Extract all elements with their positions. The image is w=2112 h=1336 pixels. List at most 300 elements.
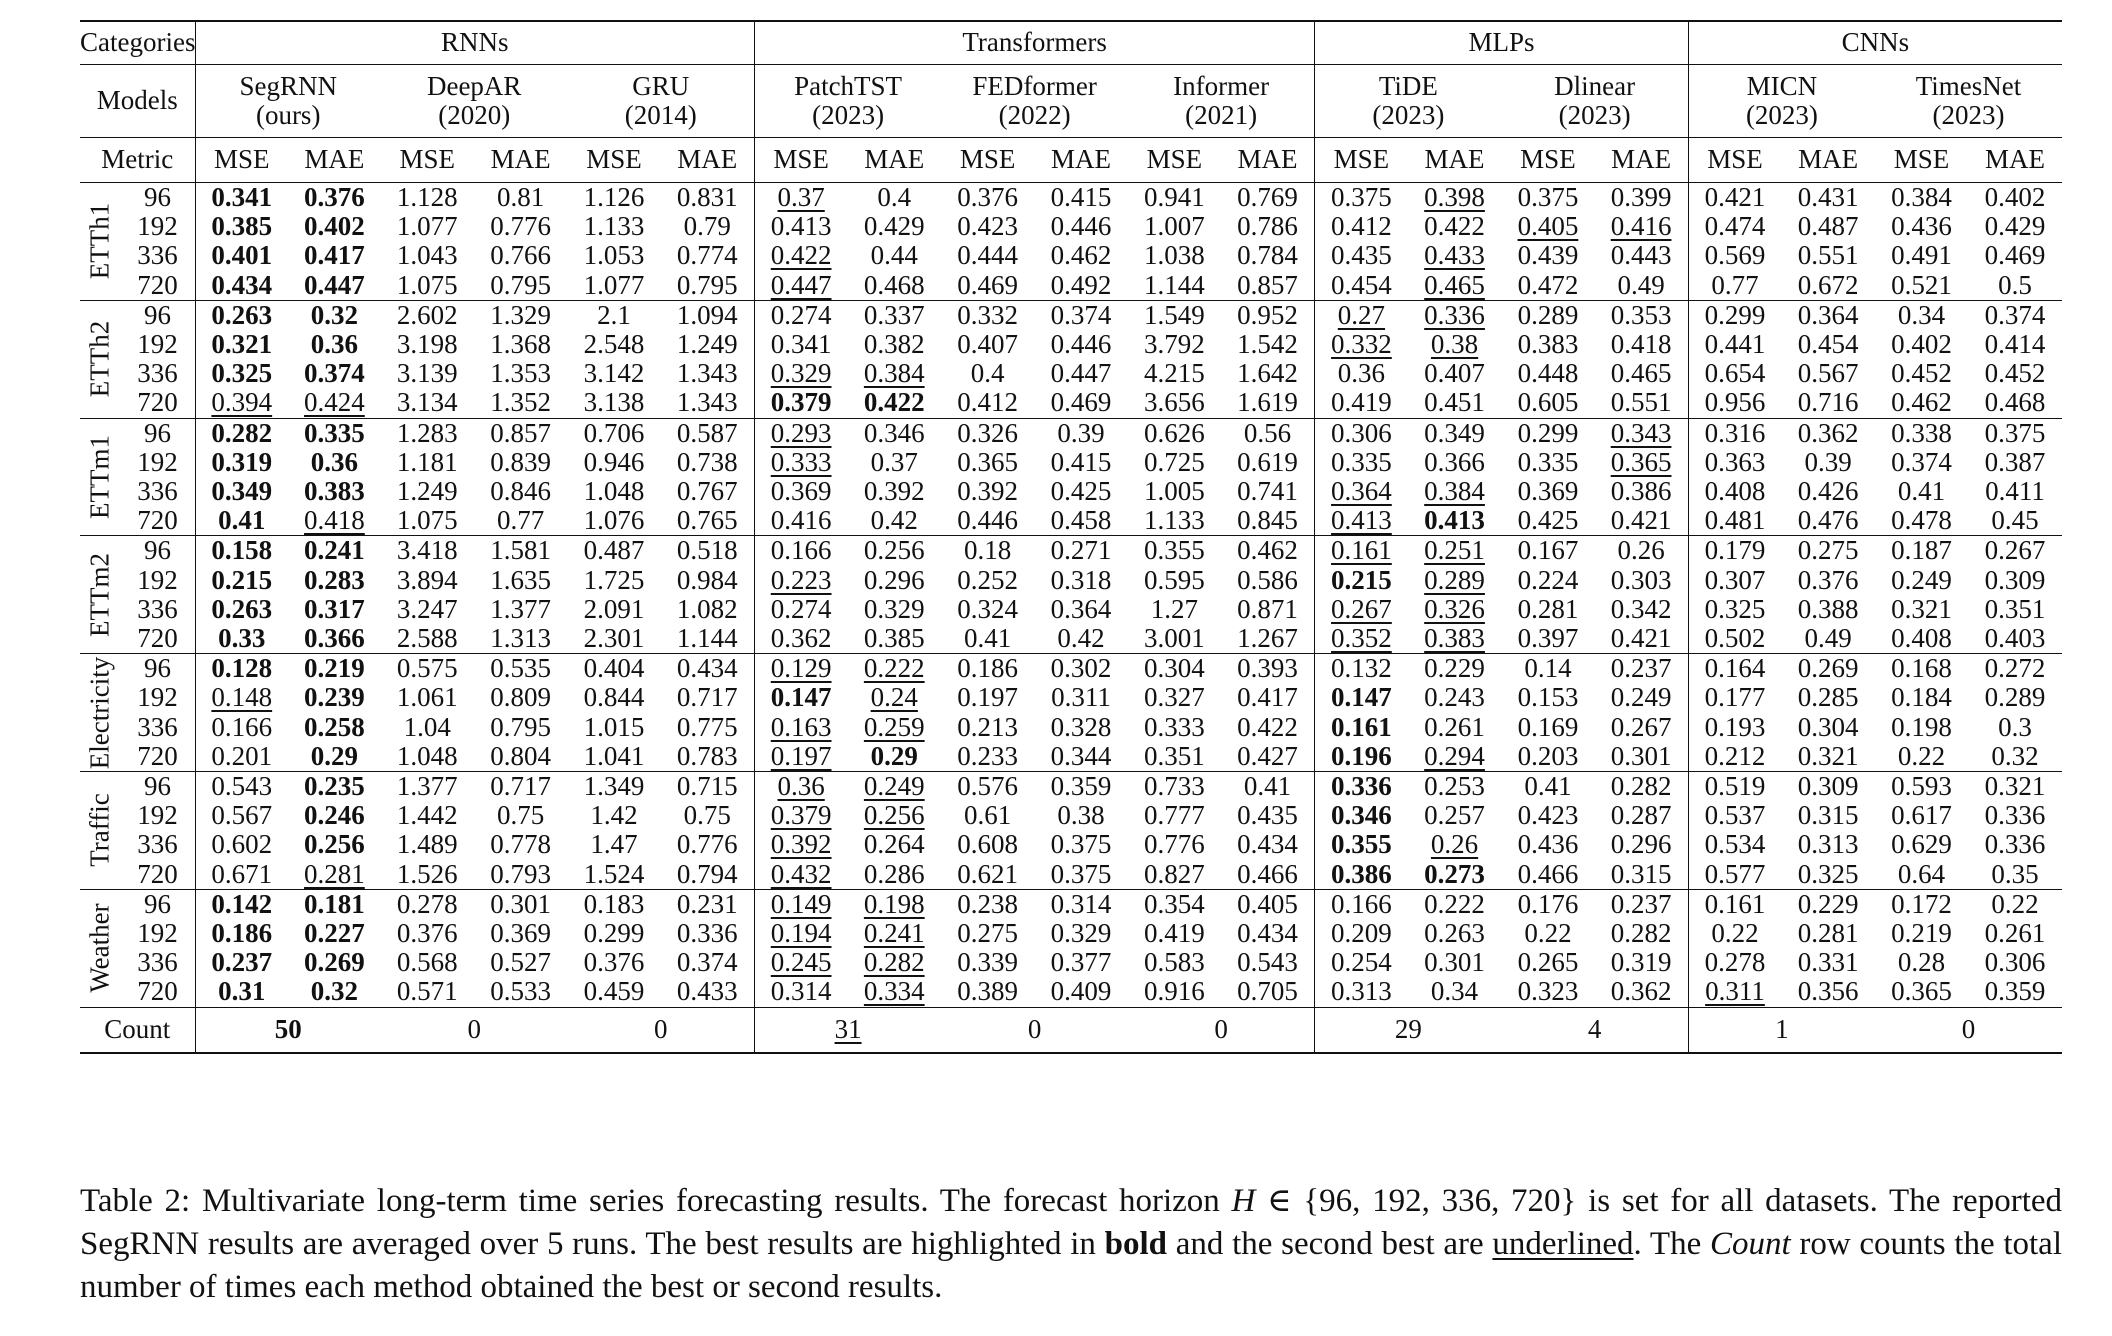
- cell-value: 0.332: [957, 299, 1019, 330]
- cell-value: 0.527: [490, 947, 552, 978]
- value-cell: [847, 772, 941, 802]
- value-cell: [1968, 801, 2062, 830]
- cell-value: 0: [467, 1014, 481, 1045]
- value-cell: [1034, 536, 1128, 566]
- category-header: MLPs: [1315, 21, 1689, 65]
- value-cell: [847, 683, 941, 712]
- value-cell: [1408, 772, 1502, 802]
- cell-value: 0.446: [1050, 211, 1112, 242]
- value-cell: [474, 977, 568, 1007]
- value-cell: [1875, 566, 1968, 595]
- cell-value: 0.462: [1050, 240, 1112, 271]
- value-cell: [1688, 183, 1781, 213]
- value-cell: [288, 536, 381, 566]
- count-label: Count: [80, 1007, 195, 1053]
- value-cell: [1034, 595, 1128, 624]
- value-cell: [1408, 801, 1502, 830]
- cell-value: 0.626: [1144, 417, 1205, 448]
- value-cell: [474, 506, 568, 536]
- value-cell: [1502, 241, 1595, 270]
- value-cell: [381, 772, 474, 802]
- cell-value: 0.374: [1891, 446, 1952, 477]
- value-cell: [754, 889, 847, 919]
- cell-value: 0.18: [964, 535, 1012, 566]
- cell-value: 0.392: [770, 829, 832, 860]
- cell-value: 0.28: [1897, 947, 1946, 978]
- cell-value: 0.229: [1424, 653, 1485, 684]
- horizon-cell: 192: [137, 800, 178, 831]
- model-year: (2022): [998, 100, 1071, 130]
- value-cell: [941, 241, 1034, 270]
- horizon-cell: 336: [137, 476, 178, 507]
- cell-value: 0.166: [770, 535, 832, 566]
- caption-text-5: row counts the total number of times each method obtained the best or second results.: [80, 1226, 2062, 1305]
- cell-value: 0: [1027, 1014, 1042, 1045]
- dataset-label: [80, 183, 120, 301]
- cell-value: 0.77: [497, 505, 545, 536]
- value-cell: [754, 448, 847, 477]
- value-cell: [474, 624, 568, 654]
- cell-value: 0.36: [777, 771, 825, 802]
- cell-value: 0.29: [310, 740, 359, 771]
- value-cell: [1128, 919, 1221, 948]
- value-cell: [1688, 388, 1781, 418]
- value-cell: [568, 683, 661, 712]
- value-cell: [1221, 713, 1315, 742]
- cell-value: 0.161: [1331, 711, 1392, 742]
- value-cell: [1875, 595, 1968, 624]
- value-cell: [474, 183, 568, 213]
- cell-value: 1.144: [676, 623, 738, 654]
- cell-value: 1.181: [396, 446, 458, 477]
- cell-value: 0.916: [1144, 976, 1205, 1007]
- cell-value: 0.249: [1610, 682, 1672, 713]
- value-cell: [1968, 183, 2062, 213]
- cell-value: 1.343: [676, 358, 738, 389]
- cell-value: 0.197: [770, 740, 832, 771]
- value-cell: [1968, 448, 2062, 477]
- cell-value: 0.568: [396, 947, 458, 978]
- cell-value: 0.34: [1897, 299, 1946, 330]
- value-cell: [1408, 595, 1502, 624]
- value-cell: [1315, 300, 1408, 330]
- cell-value: 0.75: [497, 800, 545, 831]
- cell-value: 0.375: [1517, 182, 1579, 212]
- value-cell: [754, 566, 847, 595]
- cell-value: 0.454: [1331, 269, 1392, 300]
- value-cell: [474, 830, 568, 859]
- value-cell: [1128, 330, 1221, 359]
- value-cell: [1875, 212, 1968, 241]
- value-cell: [1781, 977, 1875, 1007]
- value-cell: [754, 418, 847, 448]
- cell-value: 0.306: [1331, 417, 1392, 448]
- value-cell: [1221, 271, 1315, 301]
- cell-value: 3.418: [396, 535, 458, 566]
- cell-value: 0.422: [863, 387, 925, 418]
- cell-value: 0.871: [1237, 593, 1298, 624]
- value-cell: [1221, 624, 1315, 654]
- value-cell: [941, 860, 1034, 890]
- value-cell: [1034, 654, 1128, 684]
- cell-value: 0.177: [1704, 682, 1766, 713]
- value-cell: [1968, 477, 2062, 506]
- cell-value: 0.777: [1144, 800, 1205, 831]
- cell-value: 0.274: [770, 593, 832, 624]
- cell-value: 0.408: [1704, 476, 1766, 507]
- cell-value: 0.462: [1237, 535, 1298, 566]
- data-row: [80, 595, 2062, 624]
- value-cell: [288, 183, 381, 213]
- value-cell: [195, 624, 288, 654]
- data-row: [80, 212, 2062, 241]
- model-name: Informer: [1173, 70, 1270, 101]
- count-cell: [1315, 1007, 1502, 1053]
- cell-value: 1.133: [1144, 505, 1205, 536]
- value-cell: [1315, 271, 1408, 301]
- value-cell: [568, 271, 661, 301]
- data-row: [80, 566, 2062, 595]
- cell-value: 0.81: [497, 182, 545, 212]
- cell-value: 0.267: [1331, 593, 1392, 624]
- cell-value: 1.249: [676, 329, 738, 360]
- value-cell: [941, 448, 1034, 477]
- cell-value: 0.335: [1331, 446, 1392, 477]
- value-cell: [1408, 330, 1502, 359]
- cell-value: 0.366: [1424, 446, 1485, 477]
- cell-value: 3.894: [396, 564, 458, 595]
- cell-value: 0.415: [1050, 446, 1112, 477]
- metric-mae: MAE: [1968, 138, 2062, 183]
- value-cell: [1502, 418, 1595, 448]
- cell-value: 0.608: [957, 829, 1019, 860]
- cell-value: 0.273: [1424, 858, 1485, 889]
- cell-value: 0.377: [1050, 947, 1112, 978]
- value-cell: [1594, 595, 1688, 624]
- value-cell: [1594, 566, 1688, 595]
- value-cell: [1221, 300, 1315, 330]
- cell-value: 0.75: [683, 800, 731, 831]
- dataset-label: [80, 889, 120, 1007]
- value-cell: [1502, 330, 1595, 359]
- cell-value: 0.436: [1891, 211, 1952, 242]
- value-cell: [1781, 212, 1875, 241]
- cell-value: 0.593: [1891, 771, 1952, 802]
- cell-value: 1.283: [396, 417, 458, 448]
- cell-value: 1.725: [583, 564, 645, 595]
- metric-mse: MSE: [1128, 138, 1221, 183]
- value-cell: [195, 271, 288, 301]
- cell-value: 0.147: [770, 682, 832, 713]
- value-cell: [1594, 860, 1688, 890]
- cell-value: 1.489: [396, 829, 458, 860]
- value-cell: [1034, 241, 1128, 270]
- value-cell: [381, 595, 474, 624]
- value-cell: [1688, 418, 1781, 448]
- cell-value: 0.419: [1144, 918, 1205, 949]
- cell-value: 0.383: [1517, 329, 1579, 360]
- value-cell: [1968, 595, 2062, 624]
- cell-value: 1.076: [583, 505, 645, 536]
- value-cell: [1968, 536, 2062, 566]
- value-cell: [1594, 271, 1688, 301]
- model-name: GRU: [632, 70, 690, 101]
- cell-value: 0.339: [957, 947, 1019, 978]
- value-cell: [1408, 212, 1502, 241]
- cell-value: 0.42: [870, 505, 918, 536]
- cell-value: 0.418: [304, 505, 365, 536]
- value-cell: [1968, 977, 2062, 1007]
- value-cell: [1502, 772, 1595, 802]
- value-cell: [1875, 359, 1968, 388]
- value-cell: [1408, 536, 1502, 566]
- cell-value: 0.385: [211, 211, 273, 242]
- value-cell: [195, 506, 288, 536]
- cell-value: 1.542: [1237, 329, 1298, 360]
- value-cell: [288, 654, 381, 684]
- cell-value: 0.534: [1704, 829, 1766, 860]
- value-cell: [847, 595, 941, 624]
- value-cell: [568, 713, 661, 742]
- horizon-cell: 336: [137, 593, 178, 624]
- cell-value: 0.321: [211, 329, 273, 360]
- cell-value: 0.22: [1524, 918, 1572, 949]
- value-cell: [847, 742, 941, 772]
- cell-value: 2.588: [396, 623, 458, 654]
- value-cell: [1128, 212, 1221, 241]
- value-cell: [1034, 388, 1128, 418]
- caption-text-2: is set for all datasets. The reported SegRNN results are averaged over 5 runs. The best results are highlighted in: [80, 1183, 2063, 1262]
- value-cell: [1968, 271, 2062, 301]
- cell-value: 0.405: [1237, 888, 1298, 919]
- value-cell: [754, 772, 847, 802]
- cell-value: 0.215: [1331, 564, 1392, 595]
- value-cell: [1034, 477, 1128, 506]
- value-cell: [1034, 713, 1128, 742]
- value-cell: [1221, 742, 1315, 772]
- cell-value: 0.452: [1984, 358, 2046, 389]
- data-row: [80, 654, 2062, 684]
- value-cell: [288, 889, 381, 919]
- count-cell: [1688, 1007, 1875, 1053]
- value-cell: [1408, 919, 1502, 948]
- value-cell: [1688, 713, 1781, 742]
- cell-value: 0.325: [1797, 858, 1859, 889]
- value-cell: [288, 683, 381, 712]
- data-row: [80, 536, 2062, 566]
- cell-value: 0.346: [1331, 800, 1392, 831]
- value-cell: [1502, 212, 1595, 241]
- cell-value: 0.956: [1704, 387, 1766, 418]
- cell-value: 0.776: [1144, 829, 1205, 860]
- cell-value: 0.518: [676, 535, 738, 566]
- cell-value: 0.32: [1991, 740, 2039, 771]
- value-cell: [1128, 595, 1221, 624]
- value-cell: [195, 477, 288, 506]
- value-cell: [195, 889, 288, 919]
- cell-value: 0.222: [1424, 888, 1485, 919]
- value-cell: [660, 801, 754, 830]
- value-cell: [195, 212, 288, 241]
- value-cell: [1034, 919, 1128, 948]
- value-cell: [1688, 801, 1781, 830]
- cell-value: 0.314: [1050, 888, 1112, 919]
- cell-value: 0.403: [1984, 623, 2046, 654]
- value-cell: [1781, 448, 1875, 477]
- value-cell: [1688, 506, 1781, 536]
- cell-value: 0.362: [770, 623, 832, 654]
- value-cell: [1875, 183, 1968, 213]
- value-cell: [474, 388, 568, 418]
- cell-value: 1.133: [583, 211, 645, 242]
- value-cell: [660, 654, 754, 684]
- cell-value: 0.411: [1985, 476, 2045, 507]
- cell-value: 0.602: [211, 829, 273, 860]
- value-cell: [941, 212, 1034, 241]
- value-cell: [660, 418, 754, 448]
- value-cell: [941, 772, 1034, 802]
- cell-value: 0.364: [1331, 476, 1392, 507]
- count-cell: [754, 1007, 941, 1053]
- cell-value: 0.441: [1704, 329, 1766, 360]
- cell-value: 0.386: [1610, 476, 1672, 507]
- horizon-cell: 336: [137, 240, 178, 271]
- value-cell: [754, 977, 847, 1007]
- value-cell: [1968, 418, 2062, 448]
- data-row: [80, 183, 2062, 213]
- data-row: [80, 919, 2062, 948]
- cell-value: 0.172: [1891, 888, 1952, 919]
- cell-value: 0.466: [1517, 858, 1579, 889]
- cell-value: 0.22: [1991, 888, 2039, 919]
- value-cell: [1315, 860, 1408, 890]
- model-name: SegRNN: [239, 70, 337, 101]
- cell-value: 0.355: [1144, 535, 1205, 566]
- cell-value: 0.319: [211, 446, 273, 477]
- value-cell: [754, 948, 847, 977]
- value-cell: [1315, 801, 1408, 830]
- value-cell: [660, 624, 754, 654]
- cell-value: 2.1: [597, 299, 631, 330]
- cell-value: 0.132: [1331, 653, 1392, 684]
- cell-value: 0.186: [957, 653, 1019, 684]
- value-cell: [754, 212, 847, 241]
- cell-value: 0.351: [1144, 740, 1205, 771]
- value-cell: [195, 418, 288, 448]
- value-cell: [1408, 948, 1502, 977]
- value-cell: [1688, 977, 1781, 1007]
- value-cell: [1875, 683, 1968, 712]
- cell-value: 1.094: [676, 299, 738, 330]
- cell-value: 0.325: [1704, 593, 1766, 624]
- value-cell: [1781, 595, 1875, 624]
- cell-value: 0.41: [964, 623, 1012, 654]
- value-cell: [474, 595, 568, 624]
- cell-value: 0.49: [1617, 269, 1665, 300]
- value-cell: [1408, 448, 1502, 477]
- cell-value: 2.301: [583, 623, 645, 654]
- value-cell: [1875, 742, 1968, 772]
- cell-value: 0.941: [1144, 182, 1205, 212]
- value-cell: [568, 212, 661, 241]
- value-cell: [568, 948, 661, 977]
- cell-value: 0.317: [304, 593, 365, 624]
- cell-value: 0.795: [490, 269, 552, 300]
- cell-value: 0.783: [676, 740, 738, 771]
- cell-value: 29: [1394, 1014, 1422, 1045]
- cell-value: 0.567: [211, 800, 273, 831]
- cell-value: 0.595: [1144, 564, 1205, 595]
- cell-value: 0.56: [1243, 417, 1292, 448]
- value-cell: [1034, 772, 1128, 802]
- cell-value: 1.075: [396, 505, 458, 536]
- cell-value: 0.335: [304, 417, 365, 448]
- value-cell: [1781, 388, 1875, 418]
- value-cell: [1408, 624, 1502, 654]
- cell-value: 0.433: [676, 976, 738, 1007]
- cell-value: 0.766: [490, 240, 552, 271]
- value-cell: [1688, 830, 1781, 859]
- value-cell: [1594, 241, 1688, 270]
- cell-value: 0.543: [1237, 947, 1298, 978]
- cell-value: 0.769: [1237, 182, 1298, 212]
- model-year: (2023): [1558, 100, 1631, 130]
- value-cell: [1128, 359, 1221, 388]
- cell-value: 0.281: [304, 858, 365, 889]
- cell-value: 0.491: [1891, 240, 1952, 271]
- value-cell: [754, 359, 847, 388]
- value-cell: [1128, 889, 1221, 919]
- value-cell: [1128, 566, 1221, 595]
- value-cell: [474, 359, 568, 388]
- cell-value: 0.571: [396, 976, 458, 1007]
- cell-value: 0.267: [1984, 535, 2046, 566]
- value-cell: [1781, 919, 1875, 948]
- cell-value: 0.706: [583, 417, 645, 448]
- value-cell: [1408, 566, 1502, 595]
- model-name: MICN: [1746, 70, 1818, 101]
- value-cell: [1221, 566, 1315, 595]
- value-cell: [1502, 477, 1595, 506]
- value-cell: [568, 388, 661, 418]
- cell-value: 0.946: [583, 446, 645, 477]
- cell-value: 1.128: [396, 182, 458, 212]
- value-cell: [1594, 683, 1688, 712]
- value-cell: [1315, 713, 1408, 742]
- cell-value: 0.465: [1610, 358, 1672, 389]
- cell-value: 0.342: [1610, 593, 1672, 624]
- cell-value: 1.077: [583, 269, 645, 300]
- value-cell: [1502, 654, 1595, 684]
- model-header: [1688, 65, 1875, 138]
- cell-value: 0.303: [1610, 564, 1672, 595]
- cell-value: 0.327: [1144, 682, 1205, 713]
- value-cell: [941, 271, 1034, 301]
- cell-value: 0.129: [770, 653, 832, 684]
- cell-value: 1.368: [490, 329, 552, 360]
- value-cell: [1502, 388, 1595, 418]
- cell-value: 0.776: [676, 829, 738, 860]
- cell-value: 0.179: [1704, 535, 1766, 566]
- cell-value: 0.343: [1610, 417, 1672, 448]
- cell-value: 0.219: [1891, 918, 1952, 949]
- cell-value: 0.804: [490, 740, 552, 771]
- cell-value: 0.776: [490, 211, 552, 242]
- cell-value: 0.334: [863, 976, 925, 1007]
- metric-mae: MAE: [474, 138, 568, 183]
- value-cell: [847, 713, 941, 742]
- value-cell: [288, 359, 381, 388]
